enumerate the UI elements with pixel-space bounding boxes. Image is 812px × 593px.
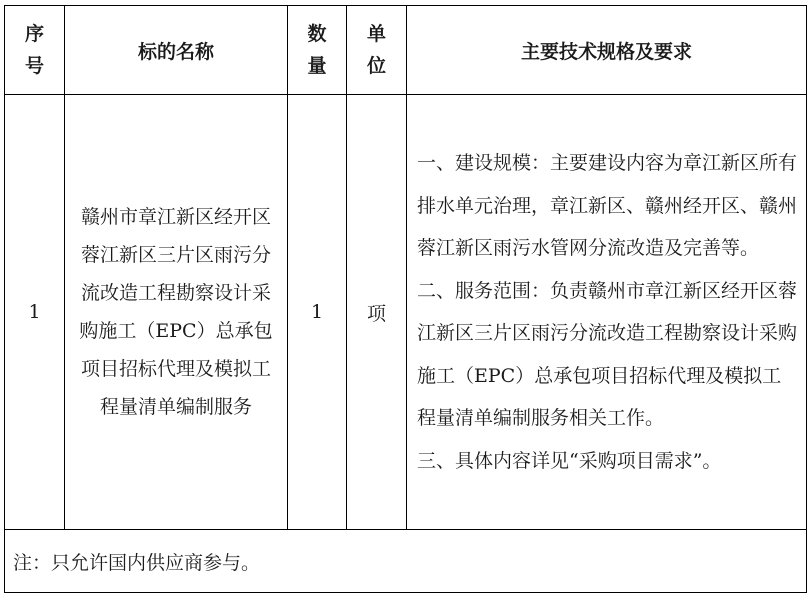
cell-unit: 项 — [347, 95, 407, 530]
cell-name: 赣州市章江新区经开区蓉江新区三片区雨污分流改造工程勘察设计采购施工（EPC）总承包项目招标代理及模拟工程量清单编制服务 — [65, 95, 288, 530]
cell-index: 1 — [5, 95, 65, 530]
header-index: 序号 — [5, 6, 65, 95]
spec-item-detail: 三、具体内容详见“采购项目需求”。 — [417, 449, 722, 472]
header-quantity: 数量 — [288, 6, 347, 95]
note-text: 注：只允许国内供应商参与。 — [5, 530, 807, 593]
spec-item-scale: 一、建设规模：主要建设内容为章江新区所有排水单元治理，章江新区、赣州经开区、赣州蓉江新区雨污水管网分流改造及完善等。 — [417, 152, 798, 259]
procurement-table — [4, 5, 807, 593]
spec-item-scope: 二、服务范围：负责赣州市章江新区经开区蓉江新区三片区雨污分流改造工程勘察设计采购施工（EPC）总承包项目招标代理及模拟工程量清单编制服务相关工作。 — [417, 279, 798, 429]
table-row — [5, 95, 807, 530]
header-name: 标的名称 — [65, 6, 288, 95]
header-unit: 单位 — [347, 6, 407, 95]
cell-quantity: 1 — [288, 95, 347, 530]
header-row — [5, 6, 807, 95]
header-spec: 主要技术规格及要求 — [407, 6, 807, 95]
cell-spec — [407, 95, 807, 530]
note-row — [5, 530, 807, 593]
